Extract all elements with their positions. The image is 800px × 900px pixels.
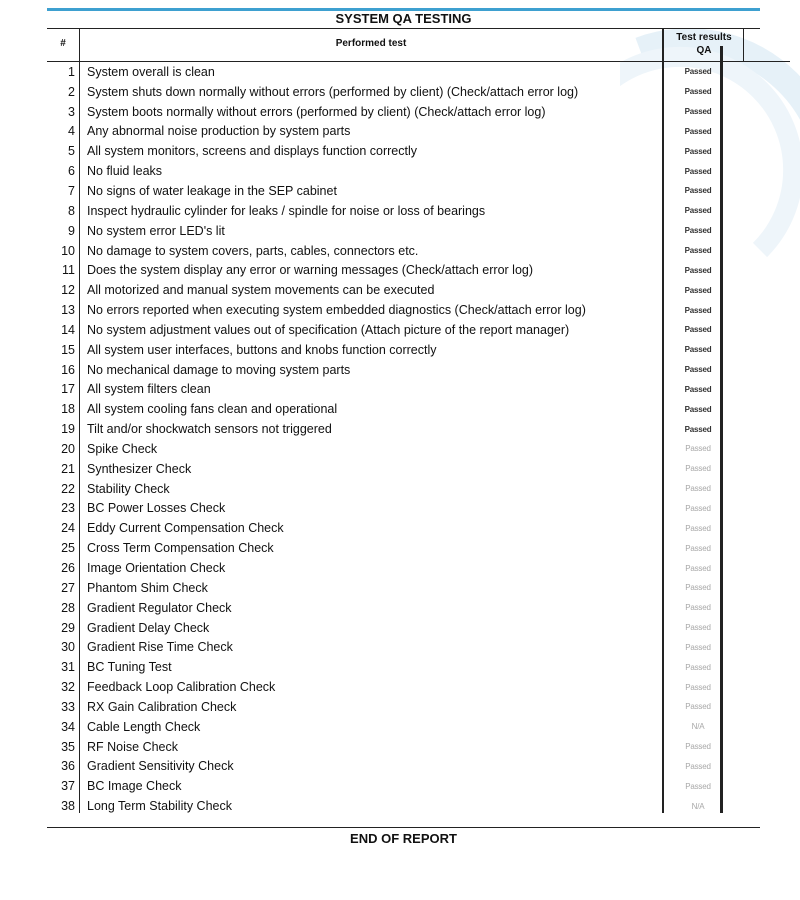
row-test-result: Passed bbox=[684, 285, 712, 295]
row-test-description: Gradient Delay Check bbox=[87, 620, 210, 635]
header-divider bbox=[47, 28, 760, 29]
row-test-description: BC Image Check bbox=[87, 779, 182, 794]
footer-rule bbox=[47, 827, 760, 828]
row-test-result: Passed bbox=[685, 781, 711, 791]
row-test-result: N/A bbox=[691, 801, 705, 811]
table-row bbox=[47, 62, 760, 82]
row-test-result: Passed bbox=[684, 126, 712, 136]
row-test-description: All system monitors, screens and displays function correctly bbox=[87, 144, 417, 159]
row-test-result: Passed bbox=[685, 543, 711, 553]
table-row bbox=[47, 757, 760, 777]
row-test-description: Cable Length Check bbox=[87, 719, 201, 734]
table-row bbox=[47, 241, 760, 261]
column-divider-results-edge bbox=[743, 29, 744, 62]
row-test-description: No mechanical damage to moving system parts bbox=[87, 362, 351, 377]
row-number: 17 bbox=[61, 382, 75, 397]
row-test-result: Passed bbox=[684, 365, 712, 375]
row-number: 4 bbox=[68, 124, 75, 139]
row-test-description: All motorized and manual system movements can be executed bbox=[87, 283, 435, 298]
row-test-description: All system filters clean bbox=[87, 382, 211, 397]
row-test-result: Passed bbox=[685, 682, 711, 692]
row-number: 12 bbox=[61, 283, 75, 298]
row-test-result: N/A bbox=[691, 722, 705, 732]
row-number: 35 bbox=[61, 739, 75, 754]
table-row bbox=[47, 161, 760, 181]
row-test-result: Passed bbox=[684, 424, 712, 434]
row-number: 1 bbox=[68, 64, 75, 79]
row-test-result: Passed bbox=[684, 384, 712, 394]
row-number: 21 bbox=[61, 461, 75, 476]
row-test-description: All system user interfaces, buttons and knobs function correctly bbox=[87, 342, 437, 357]
row-number: 27 bbox=[61, 580, 75, 595]
table-row bbox=[47, 82, 760, 102]
row-test-description: All system cooling fans clean and operational bbox=[87, 402, 338, 417]
table-row bbox=[47, 558, 760, 578]
table-row bbox=[47, 479, 760, 499]
row-test-description: Gradient Regulator Check bbox=[87, 600, 232, 615]
column-header-results-line2: QA bbox=[696, 45, 712, 56]
row-test-result: Passed bbox=[685, 523, 711, 533]
table-row bbox=[47, 637, 760, 657]
table-row bbox=[47, 201, 760, 221]
row-test-result: Passed bbox=[684, 107, 712, 117]
row-number: 36 bbox=[61, 759, 75, 774]
row-test-description: No damage to system covers, parts, cables, connectors etc. bbox=[87, 243, 419, 258]
row-test-description: Feedback Loop Calibration Check bbox=[87, 680, 276, 695]
row-test-result: Passed bbox=[684, 345, 712, 355]
table-row bbox=[47, 776, 760, 796]
table-row bbox=[47, 320, 760, 340]
row-test-description: Spike Check bbox=[87, 441, 158, 456]
row-test-description: RX Gain Calibration Check bbox=[87, 699, 237, 714]
row-number: 8 bbox=[68, 203, 75, 218]
table-row bbox=[47, 717, 760, 737]
row-test-description: Inspect hydraulic cylinder for leaks / spindle for noise or loss of bearings bbox=[87, 203, 486, 218]
row-number: 38 bbox=[61, 799, 75, 814]
row-test-description: No errors reported when executing system embedded diagnostics (Check/attach error log) bbox=[87, 303, 586, 318]
row-number: 15 bbox=[61, 342, 75, 357]
row-test-description: BC Tuning Test bbox=[87, 660, 172, 675]
row-number: 24 bbox=[61, 521, 75, 536]
row-test-result: Passed bbox=[685, 603, 711, 613]
row-number: 5 bbox=[68, 144, 75, 159]
row-number: 30 bbox=[61, 640, 75, 655]
table-row bbox=[47, 221, 760, 241]
column-header-results bbox=[664, 31, 744, 57]
row-test-description: Gradient Rise Time Check bbox=[87, 640, 233, 655]
row-test-result: Passed bbox=[684, 305, 712, 315]
row-number: 28 bbox=[61, 600, 75, 615]
column-header-number: # bbox=[60, 38, 66, 49]
table-row bbox=[47, 439, 760, 459]
row-test-description: Long Term Stability Check bbox=[87, 799, 232, 814]
row-number: 31 bbox=[61, 660, 75, 675]
row-number: 16 bbox=[61, 362, 75, 377]
column-header-results-line1: Test results bbox=[676, 32, 732, 43]
row-test-result: Passed bbox=[685, 444, 711, 454]
row-number: 26 bbox=[61, 561, 75, 576]
table-row bbox=[47, 657, 760, 677]
row-test-result: Passed bbox=[685, 662, 711, 672]
row-test-description: BC Power Losses Check bbox=[87, 501, 226, 516]
row-test-result: Passed bbox=[685, 563, 711, 573]
table-row bbox=[47, 677, 760, 697]
table-row bbox=[47, 618, 760, 638]
row-test-description: Does the system display any error or warning messages (Check/attach error log) bbox=[87, 263, 534, 278]
row-test-result: Passed bbox=[684, 226, 712, 236]
row-number: 18 bbox=[61, 402, 75, 417]
test-table-body bbox=[47, 62, 760, 816]
row-test-result: Passed bbox=[684, 87, 712, 97]
row-test-description: Stability Check bbox=[87, 481, 170, 496]
row-number: 7 bbox=[68, 183, 75, 198]
row-test-result: Passed bbox=[684, 67, 712, 77]
row-number: 19 bbox=[61, 422, 75, 437]
row-test-description: Eddy Current Compensation Check bbox=[87, 521, 284, 536]
column-header-test: Performed test bbox=[335, 38, 407, 49]
table-row bbox=[47, 181, 760, 201]
row-number: 22 bbox=[61, 481, 75, 496]
row-number: 3 bbox=[68, 104, 75, 119]
row-test-description: Phantom Shim Check bbox=[87, 580, 208, 595]
row-number: 9 bbox=[68, 223, 75, 238]
row-test-result: Passed bbox=[684, 146, 712, 156]
row-test-description: No system adjustment values out of specification (Attach picture of the report manager) bbox=[87, 322, 570, 337]
row-test-result: Passed bbox=[685, 702, 711, 712]
row-test-result: Passed bbox=[685, 623, 711, 633]
table-row bbox=[47, 538, 760, 558]
table-row bbox=[47, 360, 760, 380]
table-row bbox=[47, 737, 760, 757]
table-row bbox=[47, 796, 760, 816]
table-row bbox=[47, 340, 760, 360]
row-test-description: No signs of water leakage in the SEP cabinet bbox=[87, 183, 337, 198]
table-row bbox=[47, 380, 760, 400]
row-test-description: Tilt and/or shockwatch sensors not triggered bbox=[87, 422, 332, 437]
page-title: SYSTEM QA TESTING bbox=[335, 11, 472, 26]
row-test-result: Passed bbox=[684, 325, 712, 335]
row-test-description: Cross Term Compensation Check bbox=[87, 541, 274, 556]
row-test-description: No fluid leaks bbox=[87, 164, 163, 179]
row-test-result: Passed bbox=[685, 742, 711, 752]
row-number: 33 bbox=[61, 699, 75, 714]
row-test-description: System boots normally without errors (performed by client) (Check/attach error log) bbox=[87, 104, 546, 119]
row-test-result: Passed bbox=[684, 206, 712, 216]
row-number: 29 bbox=[61, 620, 75, 635]
row-test-result: Passed bbox=[685, 484, 711, 494]
row-test-description: No system error LED's lit bbox=[87, 223, 225, 238]
row-test-result: Passed bbox=[685, 642, 711, 652]
end-of-report: END OF REPORT bbox=[350, 831, 457, 846]
table-row bbox=[47, 697, 760, 717]
row-test-result: Passed bbox=[684, 265, 712, 275]
table-row bbox=[47, 598, 760, 618]
row-test-description: RF Noise Check bbox=[87, 739, 178, 754]
row-test-description: System overall is clean bbox=[87, 64, 215, 79]
table-row bbox=[47, 102, 760, 122]
table-row bbox=[47, 499, 760, 519]
row-test-description: Gradient Sensitivity Check bbox=[87, 759, 234, 774]
table-row bbox=[47, 122, 760, 142]
row-number: 32 bbox=[61, 680, 75, 695]
row-number: 37 bbox=[61, 779, 75, 794]
row-number: 14 bbox=[61, 322, 75, 337]
table-row bbox=[47, 280, 760, 300]
table-row bbox=[47, 399, 760, 419]
table-row bbox=[47, 419, 760, 439]
row-number: 20 bbox=[61, 441, 75, 456]
row-test-description: Synthesizer Check bbox=[87, 461, 192, 476]
row-test-description: System shuts down normally without errors (performed by client) (Check/attach error log) bbox=[87, 84, 579, 99]
row-number: 2 bbox=[68, 84, 75, 99]
table-row bbox=[47, 260, 760, 280]
row-number: 23 bbox=[61, 501, 75, 516]
row-test-result: Passed bbox=[684, 186, 712, 196]
row-test-result: Passed bbox=[685, 464, 711, 474]
row-number: 25 bbox=[61, 541, 75, 556]
row-number: 34 bbox=[61, 719, 75, 734]
row-number: 13 bbox=[61, 303, 75, 318]
row-number: 11 bbox=[62, 263, 75, 278]
row-test-result: Passed bbox=[685, 503, 711, 513]
table-row bbox=[47, 578, 760, 598]
row-test-description: Any abnormal noise production by system parts bbox=[87, 124, 351, 139]
row-test-result: Passed bbox=[685, 583, 711, 593]
row-test-description: Image Orientation Check bbox=[87, 561, 226, 576]
table-row bbox=[47, 141, 760, 161]
row-test-result: Passed bbox=[684, 166, 712, 176]
table-row bbox=[47, 518, 760, 538]
row-test-result: Passed bbox=[684, 246, 712, 256]
table-row bbox=[47, 459, 760, 479]
row-test-result: Passed bbox=[685, 761, 711, 771]
row-test-result: Passed bbox=[684, 404, 712, 414]
row-number: 6 bbox=[68, 164, 75, 179]
table-row bbox=[47, 300, 760, 320]
row-number: 10 bbox=[61, 243, 75, 258]
